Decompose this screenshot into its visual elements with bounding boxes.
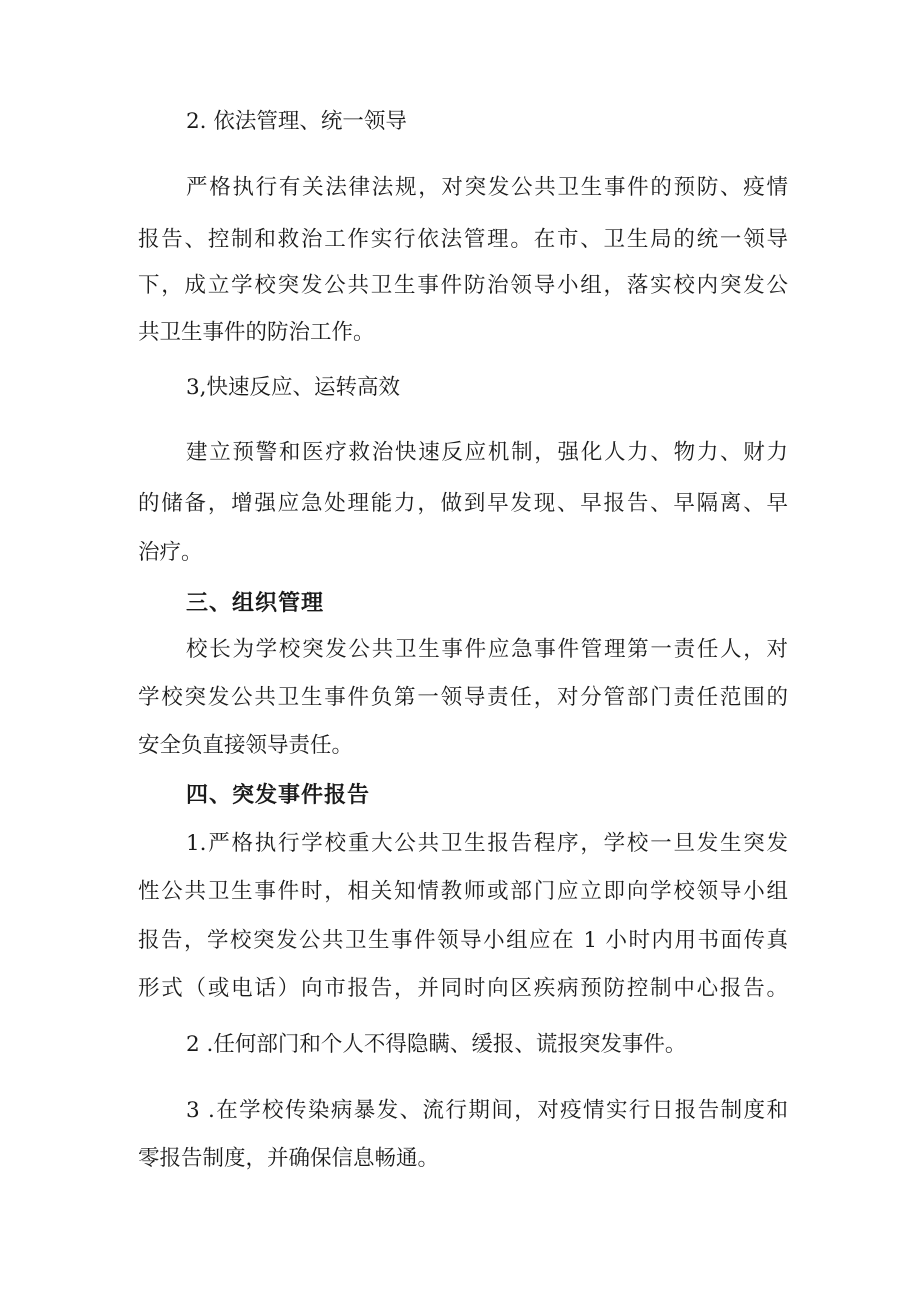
paragraph-line: 安全负直接领导责任。	[138, 733, 354, 758]
paragraph-line: 学校突发公共卫生事件负第一领导责任，对分管部门责任范围的	[138, 685, 788, 710]
paragraph-line: 报告、控制和救治工作实行依法管理。在市、卫生局的统一领导	[138, 227, 788, 252]
paragraph-line: 校长为学校突发公共卫生事件应急事件管理第一责任人，对	[186, 637, 788, 662]
paragraph-line: 治疗。	[138, 540, 203, 565]
paragraph-line: 2 .任何部门和个人不得隐瞒、缓报、谎报突发事件。	[186, 1032, 687, 1057]
subsection-title: 3,快速反应、运转高效	[186, 375, 401, 400]
paragraph-line: 零报告制度，并确保信息畅通。	[138, 1146, 440, 1171]
paragraph-line: 形式（或电话）向市报告，并同时向区疾病预防控制中心报告。	[138, 976, 788, 1001]
paragraph-line: 严格执行有关法律法规，对突发公共卫生事件的预防、疫情	[186, 175, 788, 200]
paragraph-line: 性公共卫生事件时，相关知情教师或部门应立即向学校领导小组	[138, 879, 788, 904]
paragraph-line: 报告，学校突发公共卫生事件领导小组应在 1 小时内用书面传真	[138, 928, 788, 953]
paragraph-line: 的储备，增强应急处理能力，做到早发现、早报告、早隔离、早	[138, 491, 788, 516]
section-heading: 四、突发事件报告	[186, 783, 371, 808]
subsection-title: 2. 依法管理、统一领导	[186, 109, 407, 134]
paragraph-line: 下，成立学校突发公共卫生事件防治领导小组，落实校内突发公	[138, 273, 788, 298]
section-heading: 三、组织管理	[186, 591, 325, 616]
paragraph-line: 1.严格执行学校重大公共卫生报告程序，学校一旦发生突发	[186, 831, 788, 856]
paragraph-line: 共卫生事件的防治工作。	[138, 320, 375, 345]
paragraph-line: 3 .在学校传染病暴发、流行期间，对疫情实行日报告制度和	[186, 1098, 788, 1123]
paragraph-line: 建立预警和医疗救治快速反应机制，强化人力、物力、财力	[186, 440, 788, 465]
